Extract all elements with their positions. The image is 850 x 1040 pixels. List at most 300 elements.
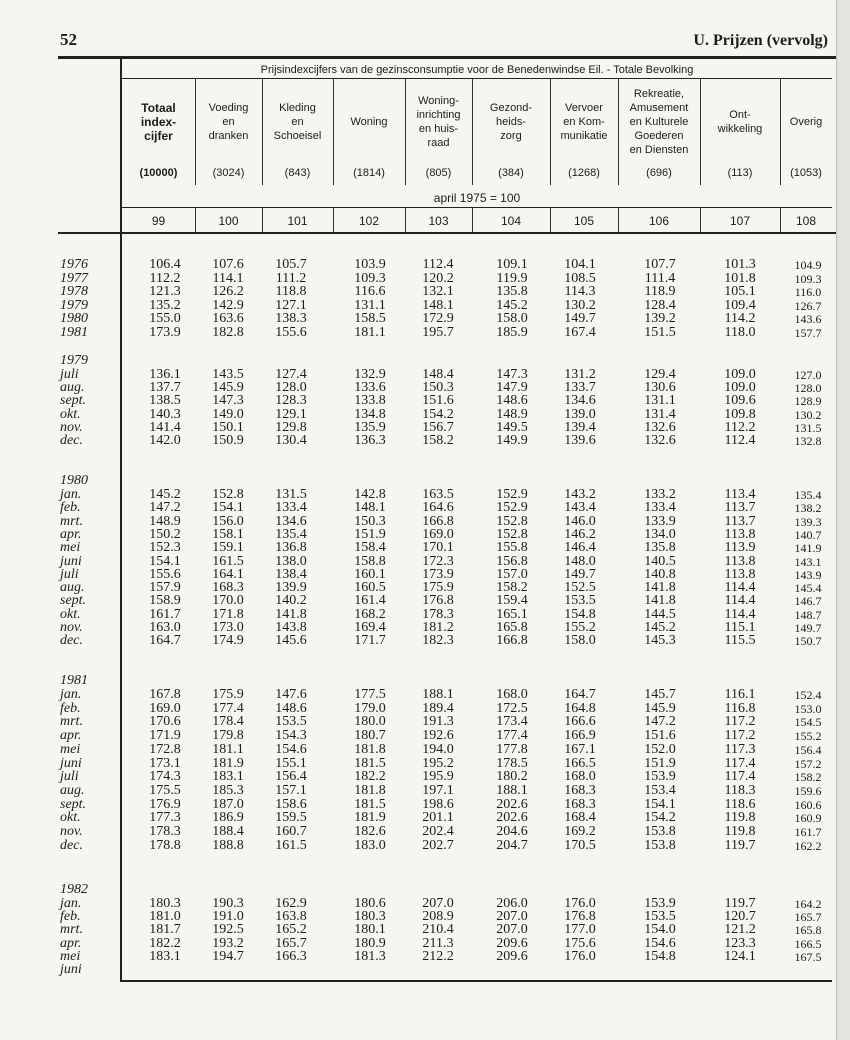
table-cell: 170.5: [564, 837, 596, 853]
table-cell: 135.4: [275, 526, 307, 542]
table-cell: 111.4: [644, 270, 676, 286]
table-cell: 164.6: [422, 500, 454, 516]
table-cell: 109.1: [496, 257, 528, 272]
section-title: U. Prijzen (vervolg): [693, 32, 828, 49]
table-cell: 148.7: [794, 607, 822, 622]
table-cell: 202.6: [496, 796, 528, 812]
table-cell: 116.1: [724, 687, 756, 702]
table-cell: 158.8: [354, 553, 386, 569]
table-cell: 181.7: [149, 922, 181, 938]
row-period-label: juni: [60, 553, 82, 569]
table-cell: 188.8: [212, 837, 244, 853]
row-period-label: 1981: [60, 325, 88, 340]
table-cell: 129.1: [275, 406, 307, 422]
column-weight: (1268): [568, 167, 600, 179]
column-code: 104: [500, 214, 522, 228]
column-code: 99: [151, 214, 166, 228]
table-cell: 103.9: [354, 257, 386, 272]
table-cell: 188.1: [422, 687, 454, 702]
column-weight: (843): [284, 167, 311, 179]
table-cell: 149.7: [564, 566, 596, 582]
table-cell: 164.2: [794, 897, 822, 911]
row-period-label: sept.: [60, 593, 87, 609]
table-cell: 194.0: [422, 741, 454, 757]
table-cell: 181.5: [354, 796, 386, 812]
table-cell: 127.4: [275, 367, 307, 382]
table-cell: 109.6: [724, 393, 756, 409]
table-cell: 165.7: [275, 935, 307, 951]
table-cell: 159.1: [212, 540, 244, 556]
table-cell: 156.7: [422, 419, 454, 435]
table-cell: 132.6: [644, 419, 676, 435]
column-weight: (113): [727, 167, 753, 179]
column-code: 102: [358, 214, 380, 228]
table-cell: 169.0: [149, 700, 181, 716]
table-cell: 104.9: [794, 258, 822, 272]
table-cell: 153.9: [644, 896, 676, 911]
table-cell: 119.7: [724, 837, 756, 853]
table-cell: 106.4: [149, 257, 181, 272]
table-cell: 116.0: [794, 285, 822, 300]
table-cell: 114.1: [212, 270, 244, 286]
table-cell: 158.2: [422, 433, 454, 448]
table-cell: 133.7: [564, 380, 596, 396]
table-cell: 157.1: [275, 782, 307, 798]
table-cell: 134.0: [644, 526, 676, 542]
table-cell: 163.6: [212, 311, 244, 327]
table-cell: 114.4: [724, 606, 756, 622]
table-cell: 154.5: [794, 715, 822, 730]
table-cell: 150.3: [354, 513, 386, 529]
table-cell: 181.1: [212, 741, 244, 757]
table-cell: 154.1: [212, 500, 244, 516]
table-cell: 207.0: [496, 909, 528, 925]
table-cell: 181.2: [422, 620, 454, 635]
table-cell: 151.9: [644, 755, 676, 771]
table-cell: 178.4: [212, 714, 244, 730]
table-cell: 118.6: [724, 796, 756, 812]
row-period-label: mei: [60, 948, 81, 964]
table-cell: 131.4: [644, 406, 676, 422]
table-cell: 150.1: [212, 419, 244, 435]
table-cell: 161.5: [212, 553, 244, 569]
table-cell: 152.8: [496, 526, 528, 542]
table-cell: 118.3: [724, 782, 756, 798]
row-period-label: mei: [60, 540, 81, 556]
table-cell: 151.5: [644, 325, 676, 340]
table-cell: 149.5: [496, 419, 528, 435]
table-cell: 195.9: [422, 769, 454, 785]
table-cell: 180.1: [354, 922, 386, 938]
table-cell: 170.0: [212, 593, 244, 609]
table-cell: 164.7: [149, 633, 181, 649]
table-cell: 121.3: [149, 284, 181, 300]
table-cell: 190.3: [212, 896, 244, 911]
table-cell: 191.0: [212, 909, 244, 925]
row-period-label: juni: [60, 755, 82, 771]
row-period-label: nov.: [60, 419, 83, 435]
table-cell: 145.2: [644, 620, 676, 635]
table-cell: 129.8: [275, 419, 307, 435]
row-period-label: mrt.: [60, 922, 83, 938]
table-cell: 133.4: [644, 500, 676, 516]
table-cell: 180.2: [496, 769, 528, 785]
table-cell: 114.4: [724, 580, 756, 596]
table-cell: 165.8: [496, 620, 528, 635]
table-cell: 173.1: [149, 755, 181, 771]
table-cell: 142.0: [149, 433, 181, 448]
table-cell: 165.7: [794, 910, 822, 925]
table-cell: 165.8: [794, 923, 822, 938]
table-cell: 150.3: [422, 380, 454, 396]
table-cell: 120.2: [422, 270, 454, 286]
table-cell: 180.9: [354, 935, 386, 951]
table-cell: 143.4: [564, 500, 596, 516]
table-cell: 180.6: [354, 896, 386, 911]
table-cell: 143.9: [794, 567, 822, 582]
table-cell: 168.0: [564, 769, 596, 785]
table-cell: 136.3: [354, 433, 386, 448]
table-cell: 141.4: [149, 419, 181, 435]
row-period-label: sept.: [60, 796, 87, 812]
table-cell: 134.6: [275, 513, 307, 529]
table-cell: 135.4: [794, 488, 822, 502]
table-cell: 153.5: [275, 714, 307, 730]
table-cell: 144.5: [644, 606, 676, 622]
column-code: 106: [648, 214, 670, 228]
table-cell: 145.2: [149, 487, 181, 502]
table-cell: 145.2: [496, 297, 528, 313]
row-period-label: juli: [60, 367, 79, 382]
table-cell: 156.8: [496, 553, 528, 569]
table-cell: 187.0: [212, 796, 244, 812]
column-code: 107: [729, 214, 751, 228]
table-cell: 155.6: [275, 325, 307, 340]
table-cell: 163.5: [422, 487, 454, 502]
table-cell: 185.3: [212, 782, 244, 798]
table-cell: 113.8: [724, 526, 756, 542]
table-cell: 119.8: [724, 810, 756, 826]
table-cell: 143.2: [564, 487, 596, 502]
table-cell: 177.3: [149, 810, 181, 826]
table-cell: 153.8: [644, 837, 676, 853]
table-cell: 158.5: [354, 311, 386, 327]
table-cell: 156.4: [275, 769, 307, 785]
table-cell: 153.4: [644, 782, 676, 798]
table-cell: 113.8: [724, 566, 756, 582]
table-cell: 154.8: [564, 606, 596, 622]
table-cell: 120.7: [724, 909, 756, 925]
table-cell: 155.6: [149, 566, 181, 582]
table-cell: 195.2: [422, 755, 454, 771]
table-cell: 139.2: [644, 311, 676, 327]
table-cell: 132.1: [422, 284, 454, 300]
table-cell: 188.1: [496, 782, 528, 798]
table-cell: 182.8: [212, 325, 244, 340]
table-cell: 154.1: [149, 553, 181, 569]
table-cell: 116.8: [724, 700, 756, 716]
table-cell: 172.8: [149, 741, 181, 757]
table-cell: 138.4: [275, 566, 307, 582]
table-cell: 133.2: [644, 487, 676, 502]
table-cell: 183.1: [149, 948, 181, 964]
table-cell: 161.4: [354, 593, 386, 609]
table-cell: 152.9: [496, 500, 528, 516]
column-weight: (10000): [139, 167, 178, 179]
row-period-label: feb.: [60, 700, 81, 716]
table-cell: 109.3: [354, 270, 386, 286]
table-cell: 123.3: [724, 935, 756, 951]
table-cell: 156.4: [794, 742, 822, 757]
row-period-label: 1977: [60, 270, 88, 286]
table-cell: 133.9: [644, 513, 676, 529]
code-rule: [58, 232, 836, 234]
table-cell: 109.4: [724, 297, 756, 313]
table-cell: 133.8: [354, 393, 386, 409]
table-cell: 166.5: [564, 755, 596, 771]
table-cell: 168.3: [212, 580, 244, 596]
table-cell: 142.9: [212, 297, 244, 313]
table-cell: 151.6: [644, 728, 676, 744]
table-cell: 160.6: [794, 797, 822, 812]
table-cell: 127.1: [275, 297, 307, 313]
row-period-label: sept.: [60, 393, 87, 409]
table-cell: 112.2: [149, 270, 181, 286]
row-period-label: 1976: [60, 257, 88, 272]
table-cell: 154.2: [644, 810, 676, 826]
table-cell: 119.7: [724, 896, 756, 911]
table-cell: 140.7: [794, 527, 822, 542]
table-cell: 166.6: [564, 714, 596, 730]
table-cell: 131.5: [794, 420, 822, 435]
table-cell: 150.9: [212, 433, 244, 448]
table-cell: 145.7: [644, 687, 676, 702]
table-cell: 177.4: [212, 700, 244, 716]
table-cell: 175.5: [149, 782, 181, 798]
table-cell: 150.7: [794, 634, 822, 649]
table-cell: 206.0: [496, 896, 528, 911]
table-cell: 107.6: [212, 257, 244, 272]
table-cell: 185.9: [496, 325, 528, 340]
table-cell: 180.3: [149, 896, 181, 911]
table-cell: 178.8: [149, 837, 181, 853]
table-cell: 178.5: [496, 755, 528, 771]
table-cell: 186.9: [212, 810, 244, 826]
table-cell: 156.0: [212, 513, 244, 529]
table-cell: 149.7: [564, 311, 596, 327]
table-cell: 173.4: [496, 714, 528, 730]
table-cell: 105.1: [724, 284, 756, 300]
table-cell: 173.0: [212, 620, 244, 635]
table-cell: 151.6: [422, 393, 454, 409]
table-cell: 101.3: [724, 257, 756, 272]
table-cell: 169.4: [354, 620, 386, 635]
group-year-label: 1982: [60, 882, 88, 897]
table-cell: 153.9: [644, 769, 676, 785]
table-cell: 163.8: [275, 909, 307, 925]
row-period-label: juli: [60, 566, 79, 582]
table-cell: 155.1: [275, 755, 307, 771]
table-cell: 177.4: [496, 728, 528, 744]
table-cell: 116.6: [354, 284, 386, 300]
table-cell: 182.3: [422, 633, 454, 649]
group-year-label: 1980: [60, 473, 88, 488]
table-cell: 146.4: [564, 540, 596, 556]
table-cell: 155.2: [794, 729, 822, 744]
table-cell: 210.4: [422, 922, 454, 938]
table-cell: 149.7: [794, 621, 822, 635]
table-cell: 152.8: [496, 513, 528, 529]
table-cell: 194.7: [212, 948, 244, 964]
table-cell: 130.6: [644, 380, 676, 396]
table-cell: 157.7: [794, 326, 822, 340]
table-cell: 147.3: [496, 367, 528, 382]
table-cell: 145.3: [644, 633, 676, 649]
table-cell: 181.8: [354, 782, 386, 798]
table-cell: 130.2: [794, 407, 822, 422]
table-cell: 131.1: [354, 297, 386, 313]
table-cell: 147.9: [496, 380, 528, 396]
table-cell: 177.0: [564, 922, 596, 938]
table-cell: 182.6: [354, 824, 386, 839]
table-cell: 108.5: [564, 270, 596, 286]
column-header: Vervoer en Kom- munikatie: [560, 102, 608, 142]
table-cell: 160.9: [794, 811, 822, 826]
table-cell: 183.0: [354, 837, 386, 853]
table-cell: 139.4: [564, 419, 596, 435]
table-cell: 192.5: [212, 922, 244, 938]
table-cell: 168.2: [354, 606, 386, 622]
row-period-label: jan.: [60, 896, 82, 911]
table-cell: 163.0: [149, 620, 181, 635]
row-period-label: apr.: [60, 728, 82, 744]
table-cell: 136.1: [149, 367, 181, 382]
table-cell: 140.5: [644, 553, 676, 569]
table-cell: 132.9: [354, 367, 386, 382]
table-cell: 158.1: [212, 526, 244, 542]
table-cell: 117.2: [724, 728, 756, 744]
row-period-label: aug.: [60, 782, 85, 798]
table-cell: 158.2: [496, 580, 528, 596]
table-cell: 113.7: [724, 513, 756, 529]
table-cell: 161.5: [275, 837, 307, 853]
table-cell: 141.8: [275, 606, 307, 622]
table-cell: 109.0: [724, 380, 756, 396]
table-cell: 128.4: [644, 297, 676, 313]
table-cell: 154.2: [422, 406, 454, 422]
table-cell: 128.3: [275, 393, 307, 409]
table-cell: 155.8: [496, 540, 528, 556]
table-cell: 153.0: [794, 701, 822, 716]
table-cell: 189.4: [422, 700, 454, 716]
table-cell: 141.8: [644, 593, 676, 609]
table-cell: 202.4: [422, 824, 454, 839]
table-cell: 148.6: [275, 700, 307, 716]
table-cell: 164.7: [564, 687, 596, 702]
base-rule: [120, 207, 832, 208]
table-cell: 142.8: [354, 487, 386, 502]
table-cell: 157.9: [149, 580, 181, 596]
table-cell: 161.7: [149, 606, 181, 622]
table-cell: 152.5: [564, 580, 596, 596]
table-cell: 154.3: [275, 728, 307, 744]
table-cell: 174.9: [212, 633, 244, 649]
table-title: Prijsindexcijfers van de gezinsconsumptie voor de Benedenwindse Eil. - Totale Bevolking: [260, 64, 694, 76]
table-cell: 175.9: [422, 580, 454, 596]
table-cell: 209.6: [496, 935, 528, 951]
table-cell: 115.5: [724, 633, 756, 649]
row-period-label: dec.: [60, 433, 83, 448]
table-cell: 159.5: [275, 810, 307, 826]
page-number: 52: [60, 30, 77, 49]
table-cell: 181.0: [149, 909, 181, 925]
table-cell: 105.7: [275, 257, 307, 272]
table-cell: 113.9: [724, 540, 756, 556]
table-cell: 145.4: [794, 581, 822, 596]
table-cell: 204.6: [496, 824, 528, 839]
table-cell: 114.3: [564, 284, 596, 300]
table-cell: 181.1: [354, 325, 386, 340]
table-cell: 155.2: [564, 620, 596, 635]
column-code: 101: [287, 214, 308, 228]
table-cell: 113.4: [724, 487, 756, 502]
column-weight: (3024): [212, 167, 245, 179]
table-cell: 181.9: [354, 810, 386, 826]
table-cell: 171.9: [149, 728, 181, 744]
column-header: Totaal index- cijfer: [140, 101, 177, 143]
table-cell: 118.9: [644, 284, 676, 300]
table-cell: 154.8: [644, 948, 676, 964]
table-cell: 111.2: [275, 270, 307, 286]
table-cell: 117.3: [724, 741, 756, 757]
table-cell: 119.8: [724, 824, 756, 839]
column-header: Woning: [350, 116, 388, 128]
row-period-label: 1980: [60, 311, 88, 327]
table-cell: 152.9: [496, 487, 528, 502]
table-cell: 109.0: [724, 367, 756, 382]
column-header: Voeding en dranken: [208, 102, 249, 142]
row-period-label: okt.: [60, 406, 81, 422]
table-cell: 181.8: [354, 741, 386, 757]
table-cell: 212.2: [422, 948, 454, 964]
table-cell: 146.7: [794, 594, 822, 609]
table-cell: 135.2: [149, 297, 181, 313]
row-period-label: juli: [60, 769, 79, 785]
table-cell: 133.4: [275, 500, 307, 516]
table-cell: 169.0: [422, 526, 454, 542]
table-cell: 174.3: [149, 769, 181, 785]
table-cell: 166.3: [275, 948, 307, 964]
row-period-label: dec.: [60, 837, 83, 853]
table-cell: 167.1: [564, 741, 596, 757]
table-cell: 117.2: [724, 714, 756, 730]
table-cell: 167.4: [564, 325, 596, 340]
table-cell: 180.7: [354, 728, 386, 744]
column-code: 105: [573, 214, 595, 228]
title-rule: [120, 78, 832, 79]
column-header: Woning- inrichting en huis- raad: [416, 95, 461, 149]
table-cell: 173.9: [149, 325, 181, 340]
column-header: Overig: [789, 116, 823, 128]
table-cell: 159.4: [496, 593, 528, 609]
table-cell: 150.2: [149, 526, 181, 542]
table-cell: 145.9: [212, 380, 244, 396]
table-cell: 148.9: [149, 513, 181, 529]
row-period-label: juni: [60, 962, 82, 977]
table-cell: 148.9: [496, 406, 528, 422]
table-cell: 107.7: [644, 257, 676, 272]
table-cell: 178.3: [149, 824, 181, 839]
